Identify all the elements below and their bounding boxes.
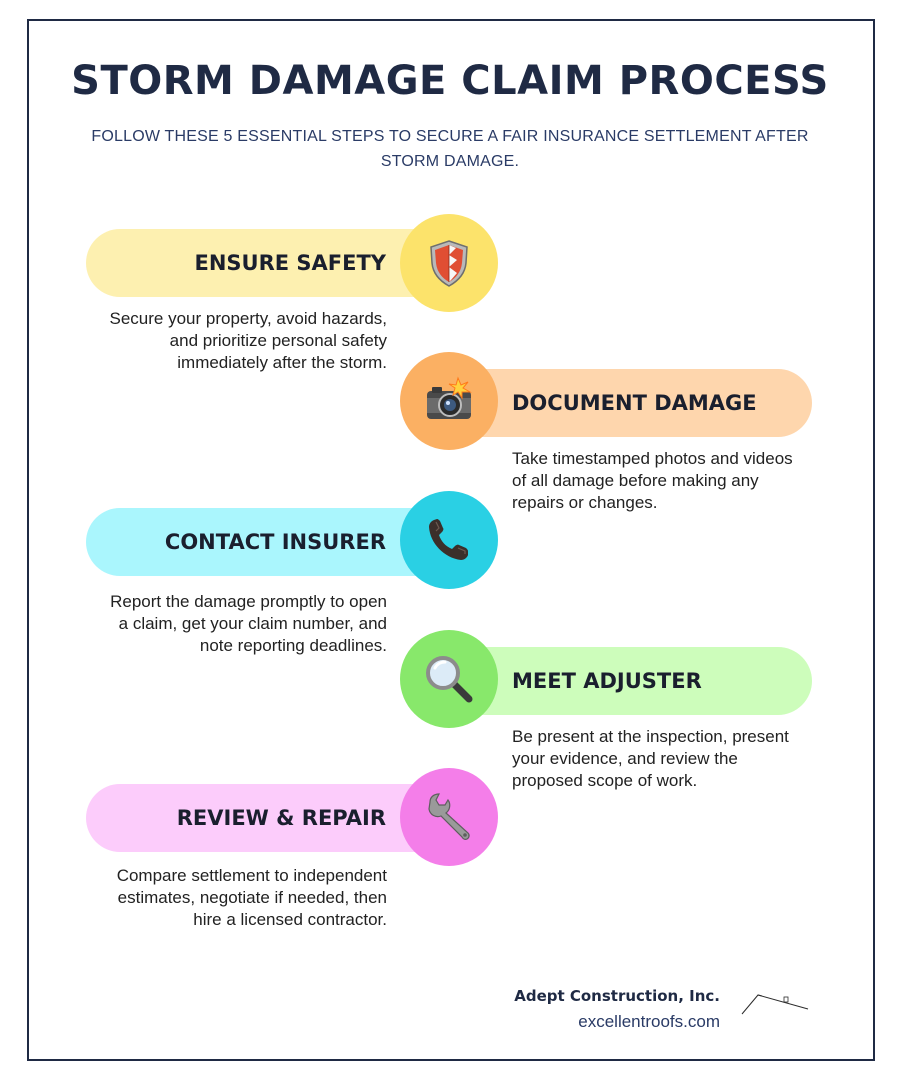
step-label: MEET ADJUSTER bbox=[512, 669, 702, 693]
step-label: REVIEW & REPAIR bbox=[176, 806, 386, 830]
wrench-icon bbox=[424, 792, 474, 842]
phone-icon bbox=[424, 515, 474, 565]
company-name: Adept Construction, Inc. bbox=[514, 987, 720, 1005]
magnifying-glass-icon bbox=[424, 654, 474, 704]
step-icon-circle-meet-adjuster bbox=[400, 630, 498, 728]
shield-icon bbox=[424, 238, 474, 288]
step-icon-circle-ensure-safety bbox=[400, 214, 498, 312]
step-description-ensure-safety: Secure your property, avoid hazards, and prioritize personal safety immediately after the storm. bbox=[109, 309, 387, 372]
company-website[interactable]: excellentroofs.com bbox=[578, 1012, 720, 1031]
step-icon-circle-contact-insurer bbox=[400, 491, 498, 589]
step-label: CONTACT INSURER bbox=[164, 530, 386, 554]
page-subtitle: FOLLOW THESE 5 ESSENTIAL STEPS TO SECURE A FAIR INSURANCE SETTLEMENT AFTER STORM DAMAGE. bbox=[91, 128, 809, 170]
roof-outline-icon bbox=[740, 990, 810, 1016]
step-description-meet-adjuster: Be present at the inspection, present your evidence, and review the proposed scope of work. bbox=[512, 727, 789, 790]
step-label: ENSURE SAFETY bbox=[194, 251, 386, 275]
step-description-contact-insurer: Report the damage promptly to open a claim, get your claim number, and note reporting deadlines. bbox=[110, 592, 387, 655]
page-title: STORM DAMAGE CLAIM PROCESS bbox=[71, 58, 829, 104]
step-icon-circle-review-repair bbox=[400, 768, 498, 866]
step-icon-circle-document-damage bbox=[400, 352, 498, 450]
camera-flash-icon bbox=[424, 376, 474, 426]
step-label: DOCUMENT DAMAGE bbox=[512, 391, 757, 415]
step-description-document-damage: Take timestamped photos and videos of all damage before making any repairs or changes. bbox=[512, 449, 793, 512]
step-description-review-repair: Compare settlement to independent estimates, negotiate if needed, then hire a licensed contractor. bbox=[116, 866, 387, 929]
